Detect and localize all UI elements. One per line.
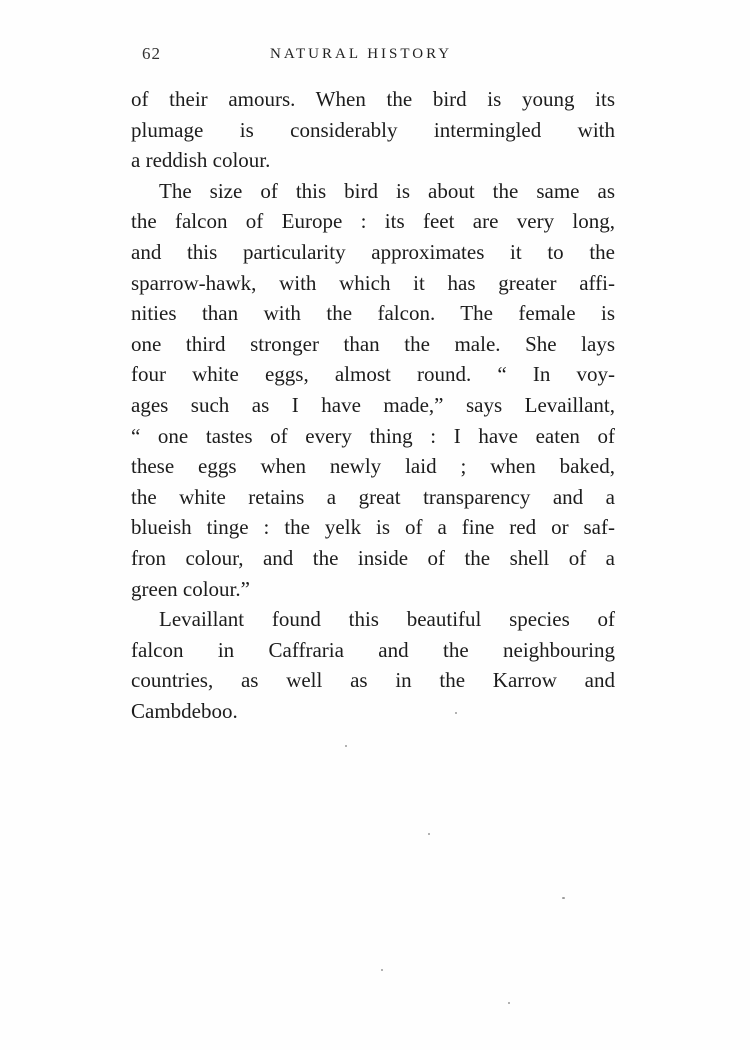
text-line: ages such as I have made,” says Levaillant, <box>131 392 615 417</box>
paper-speck <box>345 745 347 747</box>
paper-speck <box>508 1002 510 1004</box>
running-head <box>142 44 612 70</box>
text-line: a reddish colour. <box>131 148 271 173</box>
running-title: NATURAL HISTORY <box>270 46 453 62</box>
body-text <box>131 84 615 726</box>
text-line: and this particularity approximates it to the <box>131 239 615 264</box>
text-line: “ one tastes of every thing : I have eaten of <box>131 423 615 448</box>
text-line: Cambdeboo. <box>131 698 238 723</box>
text-line: of their amours. When the bird is young its <box>131 87 615 111</box>
text-line: four white eggs, almost round. “ In voy- <box>131 362 615 387</box>
text-line: one third stronger than the male. She lays <box>131 331 615 356</box>
paragraph-1 <box>131 84 615 176</box>
text-line: countries, as well as in the Karrow and <box>131 668 615 693</box>
paragraph-3 <box>131 604 615 726</box>
text-line: fron colour, and the inside of the shell of a <box>131 545 615 570</box>
paragraph-2 <box>131 176 615 604</box>
text-line: The size of this bird is about the same as <box>159 178 615 203</box>
text-line: falcon in Caffraria and the neighbouring <box>131 637 615 662</box>
text-line: sparrow-hawk, with which it has greater affi- <box>131 270 615 295</box>
text-line: the falcon of Europe : its feet are very long, <box>131 209 615 234</box>
paper-speck <box>428 833 430 835</box>
text-line: blueish tinge : the yelk is of a fine red or saf- <box>131 515 615 540</box>
text-line: these eggs when newly laid ; when baked, <box>131 454 615 479</box>
page-number: 62 <box>142 44 161 63</box>
paper-speck <box>562 897 565 899</box>
text-line: the white retains a great transparency and a <box>131 484 615 509</box>
text-line: green colour.” <box>131 576 250 601</box>
paper-speck <box>455 712 457 714</box>
text-line: nities than with the falcon. The female is <box>131 301 615 326</box>
text-line: Levaillant found this beautiful species of <box>159 607 615 632</box>
paper-speck <box>381 969 383 971</box>
text-line: plumage is considerably intermingled with <box>131 117 615 142</box>
